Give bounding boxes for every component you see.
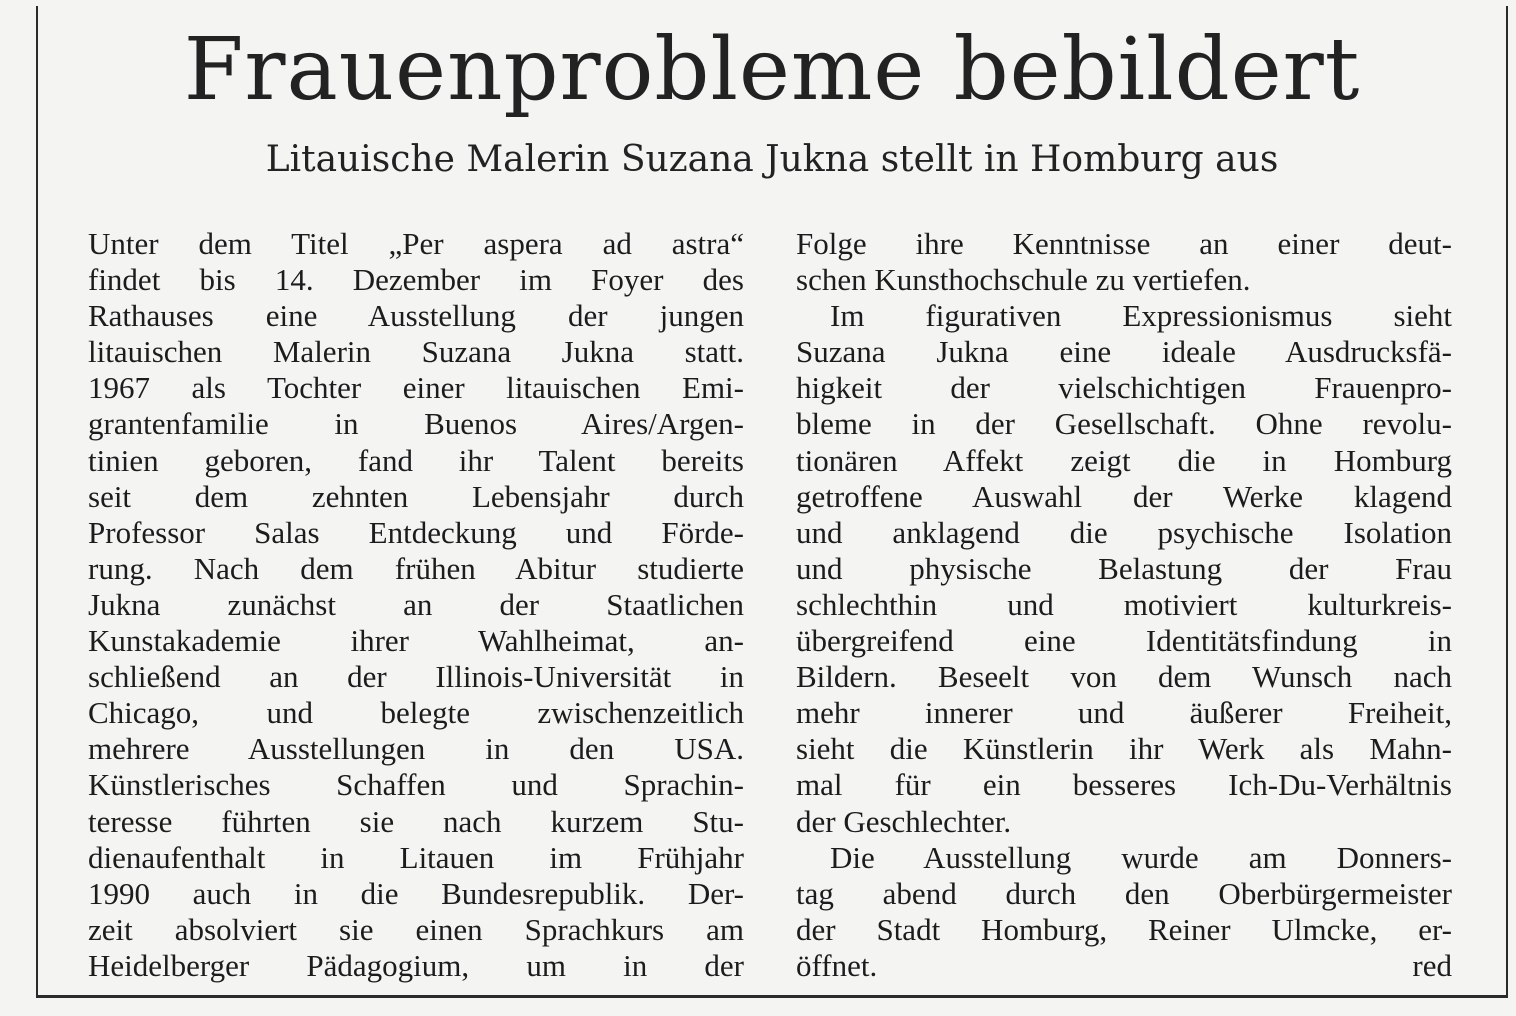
text-line: übergreifend eine Identitätsfindung in xyxy=(796,623,1452,659)
text-line: Heidelberger Pädagogium, um in der xyxy=(88,947,744,983)
article-headline: Frauenprobleme bebildert xyxy=(183,20,1361,120)
text-line: Professor Salas Entdeckung und Förde- xyxy=(88,514,744,550)
text-line: 1967 als Tochter einer litauischen Emi- xyxy=(88,370,744,406)
text-line: und anklagend die psychische Isolation xyxy=(796,514,1452,550)
text-line: tag abend durch den Oberbürgermeister xyxy=(796,875,1452,911)
text-line: Folge ihre Kenntnisse an einer deut- xyxy=(796,226,1452,261)
text-line: zeit absolviert sie einen Sprachkurs am xyxy=(88,911,744,947)
text-line: higkeit der vielschichtigen Frauenpro- xyxy=(796,370,1452,406)
article-column-right xyxy=(796,226,1452,984)
article-column-left xyxy=(88,226,744,984)
text-line: Bildern. Beseelt von dem Wunsch nach xyxy=(796,659,1452,695)
text-line: Suzana Jukna eine ideale Ausdrucksfä- xyxy=(796,334,1452,370)
text-line: findet bis 14. Dezember im Foyer des xyxy=(88,262,744,298)
text-line: und physische Belastung der Frau xyxy=(796,550,1452,586)
text-line: der Stadt Homburg, Reiner Ulmcke, er- xyxy=(796,911,1452,947)
text-line: mehr innerer und äußerer Freiheit, xyxy=(796,695,1452,731)
text-line: Im figurativen Expressionismus sieht xyxy=(830,298,1452,334)
text-line: bleme in der Gesellschaft. Ohne revolu- xyxy=(796,406,1452,442)
text-line: seit dem zehnten Lebensjahr durch xyxy=(88,478,744,514)
text-line: Jukna zunächst an der Staatlichen xyxy=(88,586,744,622)
text-line: Unter dem Titel „Per aspera ad astra“ xyxy=(88,226,744,261)
text-line: mal für ein besseres Ich-Du-Verhältnis xyxy=(796,767,1452,803)
text-line: dienaufenthalt in Litauen im Frühjahr xyxy=(88,839,744,875)
text-line: Rathauses eine Ausstellung der jungen xyxy=(88,298,744,334)
text-line: schen Kunsthochschule zu vertiefen. xyxy=(796,262,1251,298)
text-line: getroffene Auswahl der Werke klagend xyxy=(796,478,1452,514)
text-line: tinien geboren, fand ihr Talent bereits xyxy=(88,442,744,478)
text-line: tionären Affekt zeigt die in Homburg xyxy=(796,442,1452,478)
text-line: schlechthin und motiviert kulturkreis- xyxy=(796,586,1452,622)
text-line: der Geschlechter. xyxy=(796,803,1012,839)
article-subheadline: Litauische Malerin Suzana Jukna stellt in Homburg aus xyxy=(265,139,1279,180)
text-line: litauischen Malerin Suzana Jukna statt. xyxy=(88,334,744,370)
text-line: 1990 auch in die Bundesrepublik. Der- xyxy=(88,875,744,911)
text-line-signoff xyxy=(796,948,1452,984)
text-line: Kunstakademie ihrer Wahlheimat, an- xyxy=(88,623,744,659)
text-line: rung. Nach dem frühen Abitur studierte xyxy=(88,550,744,586)
author-initials: red xyxy=(1412,947,1452,983)
text-line: Chicago, und belegte zwischenzeitlich xyxy=(88,695,744,731)
text-line: teresse führten sie nach kurzem Stu- xyxy=(88,803,744,839)
text-line: schließend an der Illinois-Universität in xyxy=(88,659,744,695)
text-fragment: öffnet. xyxy=(796,947,878,983)
text-line: Die Ausstellung wurde am Donners- xyxy=(830,839,1452,875)
text-line: Künstlerisches Schaffen und Sprachin- xyxy=(88,767,744,803)
text-line: sieht die Künstlerin ihr Werk als Mahn- xyxy=(796,731,1452,767)
text-line: mehrere Ausstellungen in den USA. xyxy=(88,731,744,767)
text-line: grantenfamilie in Buenos Aires/Argen- xyxy=(88,406,744,442)
